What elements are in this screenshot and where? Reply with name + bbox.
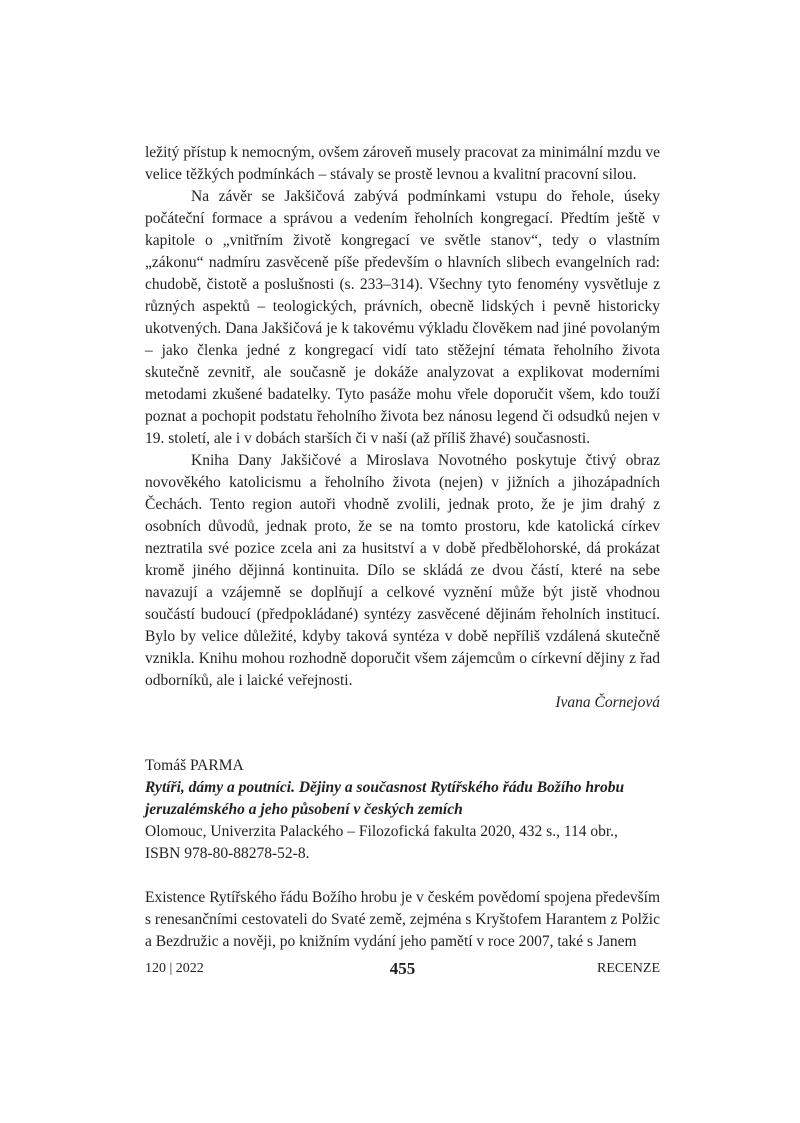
paragraph-conclusion: Kniha Dany Jakšičové a Miroslava Novotného poskytuje čtivý obraz novověkého katolicismu a řeholního života (nejen) v jižních a jihozápadních Čechách. Tento region autoři vhodně zvolili, jednak proto, že je jim drahý z osobních důvodů, jednak proto, že se na tomto prostoru, kde katolická církev neztratila své pozice zcela ani za husitství a v době předbělohorské, dá prokázat kromě jiného dějinná kontinuita. Dílo se skládá ze dvou částí, které na sebe navazují a vzájemně se doplňují a celkové vyznění může být jistě vhodnou součástí budoucí (předpokládané) syntézy zasvěcené dějinám řeholních institucí. Bylo by velice důležité, kdyby taková syntéza v době nepříliš vzdálená skutečně vznikla. Knihu mohou rozhodně doporučit všem zájemcům o církevní dějiny z řad odborníků, ale i laické veřejnosti.	[145, 452, 660, 689]
book-publication: Olomouc, Univerzita Palackého – Filozofická fakulta 2020, 432 s., 114 obr.,	[145, 823, 618, 840]
book-author: Tomáš PARMA	[145, 757, 244, 774]
page-number: 455	[389, 959, 416, 978]
book-title: Rytíři, dámy a poutníci. Dějiny a současnost Rytířského řádu Božího hrobu jeruzalémského a jeho působení v českých zemích	[145, 779, 625, 818]
paragraph-formation: Na závěr se Jakšičová zabývá podmínkami vstupu do řehole, úseky počáteční formace a správou a vedením řeholních kongregací. Předtím ještě v kapitole o „vnitřním životě kongregací ve světle stanov“, tedy o vlastním „zákonu“ nadmíru zasvěceně píše především o hlavních slibech evangelních rad: chudobě, čistotě a poslušnosti (s. 233–314). Všechny tyto fenomény vysvětluje z různých aspektů – teologických, právních, obecně lidských i pevně historicky ukotvených. Dana Jakšičová je k takovému výkladu člověkem nad jiné povolaným – jako členka jedné z kongregací vidí tato stěžejní témata řeholního života skutečně zevnitř, ale současně je dokáže analyzovat a explikovat moderními metodami zkušené badatelky. Tyto pasáže mohu vřele doporučit všem, kdo touží poznat a pochopit podstatu řeholního života bez nánosu legend či odsudků nejen v 19. století, ale i v dobách starších či v naší (až příliš žhavé) současnosti.	[145, 188, 660, 447]
page-footer	[145, 961, 660, 985]
review-header	[145, 755, 660, 865]
paragraph-continuation: ležitý přístup k nemocným, ovšem zároveň musely pracovat za minimální mzdu ve velice těžkých podmínkách – stávaly se prostě levnou a kvalitní pracovní silou.	[145, 144, 660, 183]
book-isbn: ISBN 978-80-88278-52-8.	[145, 845, 310, 862]
reviewer-signature: Ivana Čornejová	[555, 694, 660, 711]
section-label: RECENZE	[597, 961, 660, 976]
review-body: Existence Rytířského řádu Božího hrobu je v českém povědomí spojena především s renesančními cestovateli do Svaté země, zejména s Kryštofem Harantem z Polžic a Bezdružic a nověji, po knižním vydání jeho pamětí v roce 2007, také s Janem	[145, 889, 660, 950]
page-body	[145, 142, 660, 953]
journal-issue: 120 | 2022	[145, 961, 204, 976]
